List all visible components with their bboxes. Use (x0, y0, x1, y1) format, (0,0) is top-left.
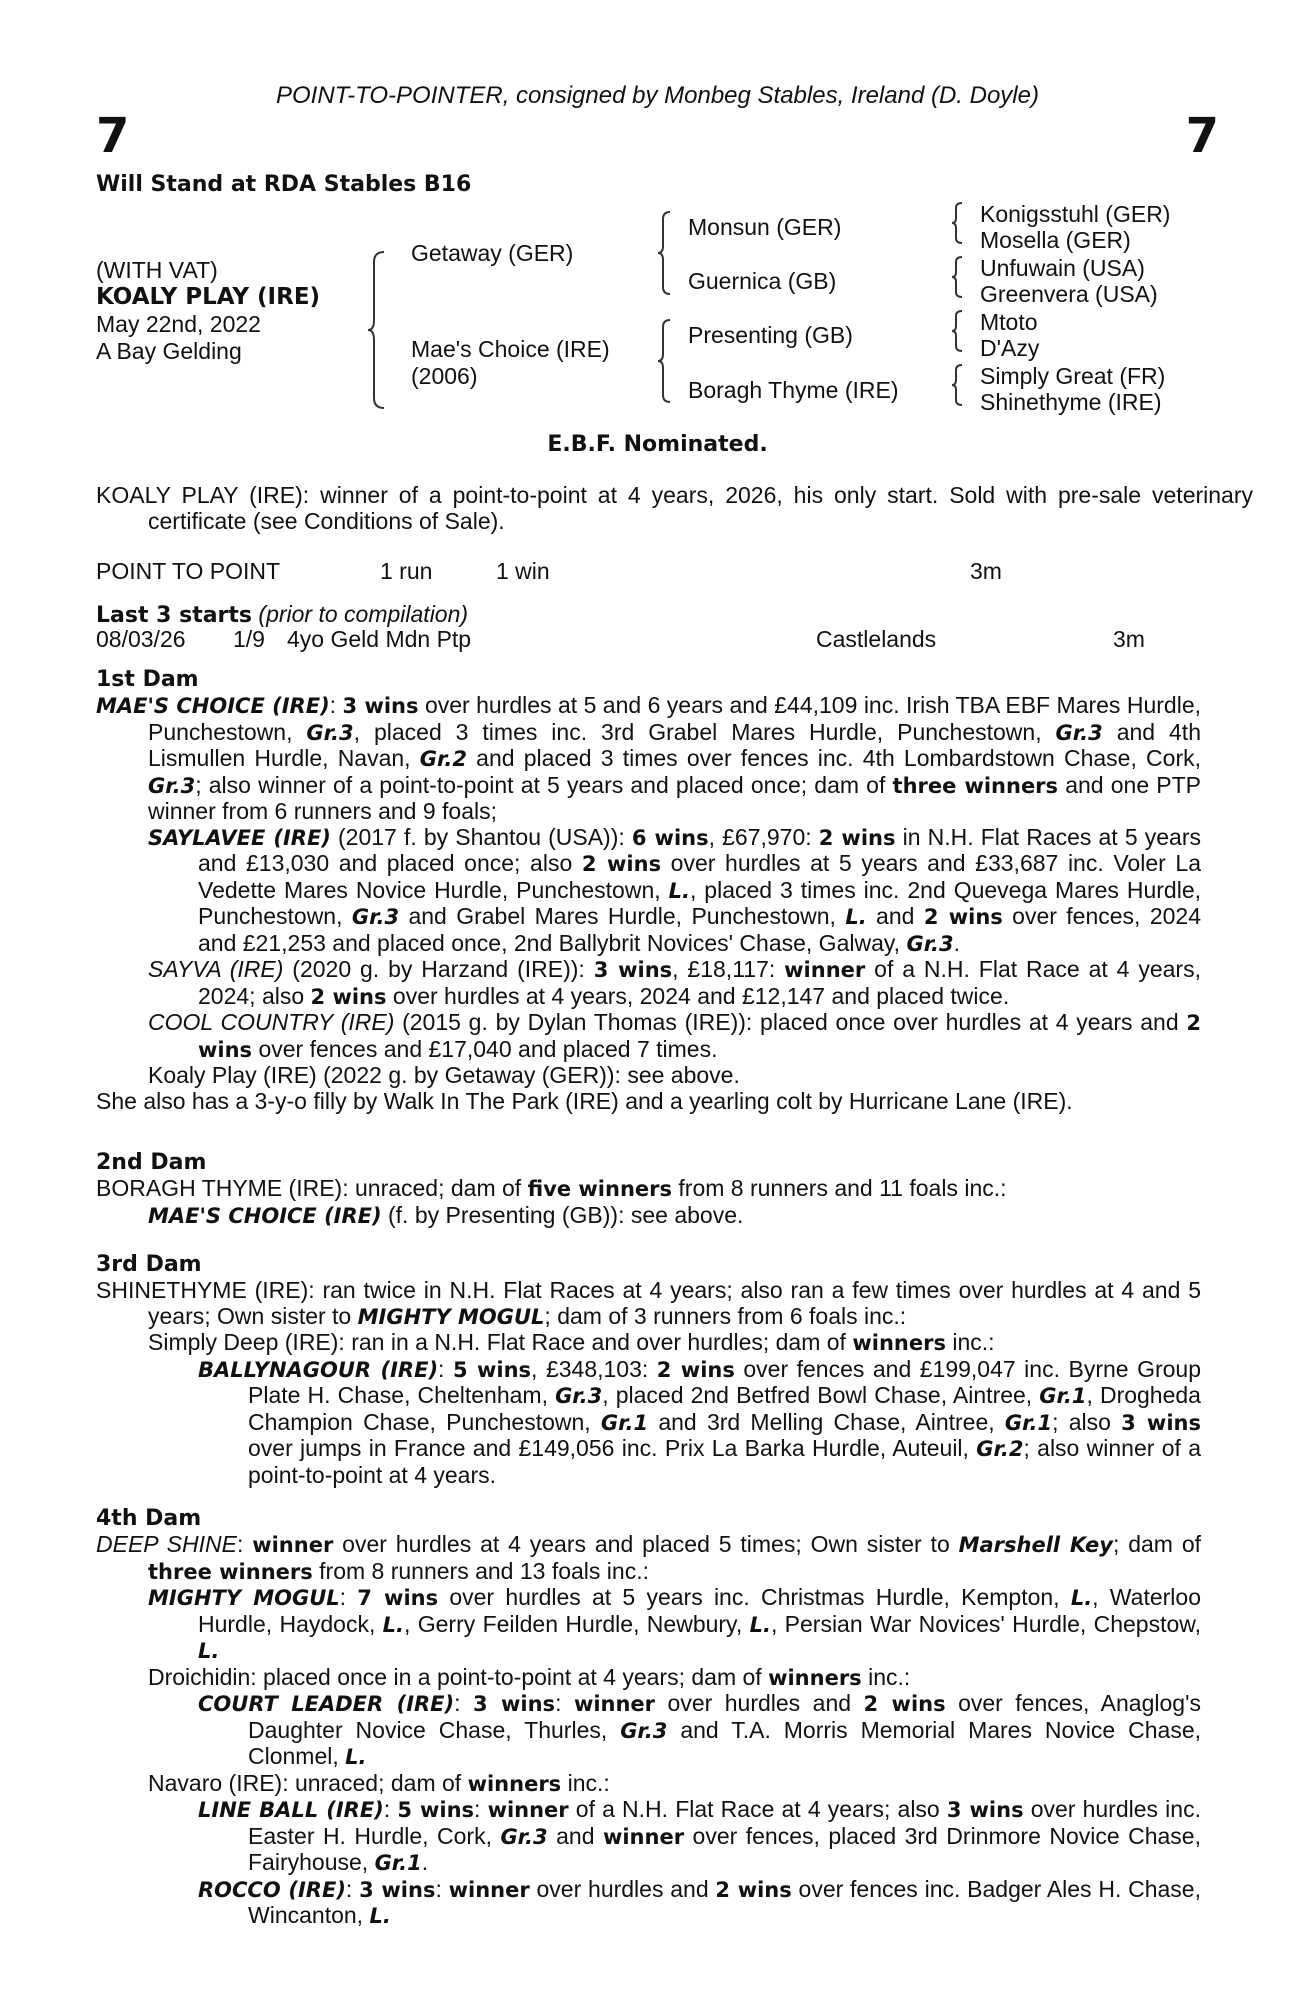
text-run: L. (668, 878, 690, 903)
text-run: inc.: (945, 1329, 995, 1355)
text-run: over fences, Anaglog's Daughter Novice Chase, Thurles, (248, 1690, 1201, 1743)
ebf-nominated: E.B.F. Nominated. (547, 432, 768, 457)
text-run: over jumps in France and £149,056 inc. Prix La Barka Hurdle, Auteuil, (248, 1435, 977, 1461)
pedigree-sire-sire: Monsun (GER) (688, 214, 842, 240)
dam2-section (96, 1176, 1201, 1229)
text-run: 2 wins (863, 1692, 946, 1716)
text-run: winner (602, 1824, 685, 1849)
pedigree-dam-dam: Boragh Thyme (IRE) (688, 377, 899, 403)
dam4-produce-line-ball (198, 1797, 1201, 1877)
dam4-section (96, 1532, 1201, 1930)
dam1-title: 1st Dam (96, 667, 199, 692)
text-run: 3 wins (473, 1692, 556, 1716)
text-run: Navaro (IRE): unraced; dam of (148, 1769, 468, 1796)
text-run: 3 wins (1121, 1410, 1201, 1435)
pedigree-brace-gen2-bottom (658, 318, 674, 404)
record-runs: 1 run (380, 558, 433, 584)
text-run: : (329, 692, 343, 718)
lot-number-right: 7 (1185, 108, 1219, 164)
text-run: Gr.3 (555, 1384, 603, 1408)
text-run: Gr.3 (148, 773, 196, 798)
last3-distance: 3m (1113, 626, 1145, 652)
dam1-produce-sayva (148, 957, 1201, 1010)
dam1-other-produce (96, 1089, 1201, 1115)
text-run: : (454, 1690, 473, 1716)
text-run: Gr.3 (1055, 720, 1103, 745)
text-run: 3 wins (946, 1798, 1024, 1822)
text-run: SAYLAVEE (IRE) (148, 825, 331, 850)
text-run: over fences, placed 3rd Drinmore Novice Chase, Fairyhouse, (248, 1822, 1201, 1875)
pedigree-dam-sire: Presenting (GB) (688, 322, 853, 348)
text-run: and placed 3 times over fences inc. 4th Lombardstown Chase, Cork, (466, 745, 1202, 771)
dam4-produce-rocco (198, 1877, 1201, 1930)
pedigree-gen3-5: Mtoto (980, 309, 1038, 335)
text-run: winner (573, 1692, 656, 1716)
text-run: , placed 3 times inc. 3rd Grabel Mares Hurdle, Punchestown, (353, 718, 1056, 745)
text-run: : (438, 1355, 453, 1382)
dam1-section (96, 693, 1201, 1114)
text-run: over fences and £17,040 and placed 7 times. (252, 1035, 718, 1062)
text-run: of a N.H. Flat Race at 4 years, 2024; also (198, 956, 1201, 1009)
text-run: , Drogheda Champion Chase, Punchestown, (248, 1382, 1201, 1435)
horse-block (96, 257, 320, 365)
pedigree-gen3-1: Konigsstuhl (GER) (980, 201, 1171, 227)
text-run: three winners (148, 1559, 313, 1584)
last3-position: 1/9 (233, 626, 265, 652)
text-run: Gr.3 (906, 931, 954, 956)
text-run: Simply Deep (IRE): ran in a N.H. Flat Race and over hurdles; dam of (148, 1329, 853, 1355)
text-run: winner (448, 1877, 530, 1902)
text-run: over hurdles and (655, 1690, 864, 1716)
dam4-produce-navaro (148, 1771, 1201, 1798)
dam2-summary (96, 1176, 1201, 1203)
pedigree-brace-gen3-2 (952, 255, 966, 299)
pedigree-brace-gen1 (368, 250, 388, 410)
text-run: winners (768, 1665, 862, 1690)
text-run: L. (382, 1612, 405, 1637)
text-run: 3 wins (342, 694, 419, 718)
pedigree-brace-gen3-4 (952, 363, 966, 407)
text-run: Gr.2 (419, 747, 467, 771)
dam2-title: 2nd Dam (96, 1150, 207, 1175)
text-run: , £18,117: (672, 956, 785, 982)
dam2-produce (148, 1203, 1201, 1230)
text-run: over hurdles at 4 years, 2024 and £12,147 and placed twice. (386, 982, 1010, 1009)
pedigree-dam: Mae's Choice (IRE) (411, 336, 610, 362)
text-run: ; dam of 3 runners from 6 foals inc.: (544, 1302, 907, 1329)
text-run: MIGHTY MOGUL (148, 1586, 340, 1610)
text-run: Gr.1 (374, 1851, 422, 1875)
text-run: over hurdles inc. Easter H. Hurdle, Cork, (248, 1796, 1201, 1849)
text-run: inc.: (561, 1769, 610, 1796)
text-run: over hurdles and (529, 1875, 716, 1902)
text-run: : (345, 1875, 360, 1902)
text-run: 2 wins (581, 852, 662, 876)
text-run: winners (852, 1331, 946, 1355)
pedigree-gen3-8: Shinethyme (IRE) (980, 389, 1162, 415)
text-run: L. (749, 1612, 771, 1637)
text-run: Marshell Key (958, 1533, 1113, 1557)
text-run: 2 wins (818, 825, 896, 850)
text-run: 2 wins (656, 1357, 735, 1382)
text-run: COOL COUNTRY (IRE) (148, 1009, 395, 1035)
dam4-produce-court-leader (198, 1691, 1201, 1771)
text-run: LINE BALL (IRE) (198, 1798, 384, 1822)
text-run: : (236, 1531, 253, 1557)
text-run: L. (845, 905, 867, 929)
text-run: and T.A. Morris Memorial Mares Novice Chase, Clonmel, (248, 1716, 1201, 1769)
last3-note: (prior to compilation) (258, 601, 469, 627)
horse-description: A Bay Gelding (96, 338, 242, 364)
text-run: (2015 g. by Dylan Thomas (IRE)): placed once over hurdles at 4 years and (394, 1009, 1187, 1035)
text-run: Gr.3 (620, 1718, 668, 1743)
text-run: ; dam of (1112, 1531, 1202, 1557)
catalogue-header: POINT-TO-POINTER, consigned by Monbeg Stables, Ireland (D. Doyle) (276, 82, 1039, 109)
text-run: BORAGH THYME (IRE): unraced; dam of (96, 1175, 528, 1201)
text-run: : (555, 1690, 574, 1716)
pedigree-sire: Getaway (GER) (411, 240, 574, 266)
last3-date: 08/03/26 (96, 626, 186, 652)
text-run: Gr.1 (1004, 1410, 1053, 1435)
text-run: 7 wins (357, 1586, 439, 1610)
text-run: inc.: (861, 1663, 911, 1690)
pedigree-gen3-2: Mosella (GER) (980, 227, 1131, 253)
last3-course: Castlelands (816, 626, 937, 652)
text-run: , placed 2nd Betfred Bowl Chase, Aintree, (602, 1382, 1040, 1408)
text-run: 3 wins (359, 1877, 436, 1902)
pedigree-brace-gen2-top (658, 210, 674, 296)
text-run: over hurdles at 5 years inc. Christmas Hurdle, Kempton, (438, 1584, 1071, 1610)
text-run: MIGHTY MOGUL (357, 1304, 545, 1329)
text-run: three winners (892, 773, 1059, 798)
text-run: over fences, 2024 and £21,253 and placed once, 2nd Ballybrit Novices' Chase, Galway, (198, 903, 1201, 956)
text-run: SAYVA (IRE) (148, 956, 284, 982)
dam3-title: 3rd Dam (96, 1252, 202, 1277)
dam4-produce-droichidin (148, 1665, 1201, 1692)
last3-heading (96, 601, 468, 628)
text-run: , £67,970: (708, 823, 819, 850)
text-run: from 8 runners and 11 foals inc.: (672, 1175, 1007, 1201)
dam1-produce-saylavee (148, 825, 1201, 958)
text-run: ; also (1052, 1408, 1122, 1435)
text-run: (f. by Presenting (GB)): see above. (381, 1201, 744, 1228)
record-distance: 3m (970, 558, 1002, 584)
text-run: Gr.1 (1039, 1384, 1087, 1408)
lot-number-left: 7 (96, 108, 130, 164)
record-wins: 1 win (496, 558, 550, 584)
text-run: . (953, 929, 961, 956)
pedigree-gen3 (980, 201, 1170, 415)
text-run: 5 wins (452, 1357, 532, 1382)
dam1-produce-koaly-play (148, 1063, 1201, 1089)
pedigree-gen3-4: Greenvera (USA) (980, 281, 1158, 307)
stand-location: Will Stand at RDA Stables B16 (96, 172, 472, 197)
text-run: She also has a 3-y-o filly by Walk In The Park (IRE) and a yearling colt by Hurricane Lane (IRE). (96, 1087, 1073, 1114)
text-run: : (339, 1584, 358, 1610)
text-run: MAE'S CHOICE (IRE) (148, 1203, 382, 1228)
text-run: : (474, 1796, 488, 1822)
text-run: Gr.1 (600, 1410, 649, 1435)
text-run: 2 wins (310, 984, 387, 1009)
text-run: and Grabel Mares Hurdle, Punchestown, (399, 903, 846, 929)
text-run: ROCCO (IRE) (198, 1877, 346, 1902)
text-run: Droichidin: placed once in a point-to-point at 4 years; dam of (148, 1663, 769, 1690)
text-run: 6 wins (631, 825, 709, 850)
text-run: , Waterloo Hurdle, Haydock, (198, 1584, 1201, 1637)
dam4-produce-mighty-mogul (148, 1585, 1201, 1665)
text-run: ; also winner of a point-to-point at 5 years and placed once; dam of (195, 771, 893, 798)
text-run: , Gerry Feilden Hurdle, Newbury, (404, 1610, 750, 1637)
text-run: over fences and £199,047 inc. Byrne Group Plate H. Chase, Cheltenham, (248, 1355, 1201, 1408)
text-run: over hurdles at 5 and 6 years and £44,109 inc. Irish TBA EBF Mares Hurdle, Punchestown, (148, 692, 1201, 745)
text-run: in N.H. Flat Races at 5 years and £13,030 and placed once; also (198, 823, 1201, 876)
text-run: Gr.2 (976, 1437, 1024, 1461)
dam3-produce-simply-deep (148, 1330, 1201, 1357)
text-run: (2017 f. by Shantou (USA)): (330, 823, 632, 850)
pedigree-dam-year: (2006) (411, 363, 478, 389)
text-run: SHINETHYME (IRE): ran twice in N.H. Flat Races at 4 years; also ran a few times over hurdles at 4 and 5 years; Own sister to (96, 1277, 1201, 1329)
text-run: 3 wins (593, 958, 673, 982)
text-run: : (435, 1875, 449, 1902)
text-run: five winners (527, 1177, 672, 1201)
pedigree-gen3-6: D'Azy (980, 335, 1040, 361)
pedigree-brace-gen3-1 (952, 201, 966, 245)
horse-name: KOALY PLAY (IRE) (96, 284, 321, 310)
text-run: , £348,103: (531, 1355, 657, 1382)
dam4-title: 4th Dam (96, 1506, 202, 1531)
text-run: (2020 g. by Harzand (IRE)): (283, 956, 594, 982)
text-run: , placed 3 times inc. 2nd Quevega Mares Hurdle, Punchestown, (198, 876, 1202, 929)
dam3-produce-ballynagour (198, 1357, 1201, 1489)
text-run: L. (369, 1904, 391, 1928)
dam1-produce-cool-country (148, 1010, 1201, 1063)
text-run: and (866, 903, 924, 929)
text-run: 2 wins (715, 1877, 792, 1902)
pedigree-gen3-7: Simply Great (FR) (980, 363, 1166, 389)
dam3-summary (96, 1278, 1201, 1330)
text-run: Gr.3 (306, 720, 354, 745)
dam4-summary (96, 1532, 1201, 1585)
text-run: L. (1070, 1586, 1093, 1610)
text-run: ; also winner of a point-to-point at 4 years. (248, 1435, 1201, 1488)
vat-label: (WITH VAT) (96, 257, 218, 283)
text-run: Gr.3 (351, 905, 400, 929)
pedigree-gen3-3: Unfuwain (USA) (980, 255, 1145, 281)
text-run: and 3rd Melling Chase, Aintree, (648, 1408, 1005, 1435)
horse-intro: KOALY PLAY (IRE): winner of a point-to-point at 4 years, 2026, his only start. Sold with pre-sale veterinary certificate (see Conditions of Sale). (96, 482, 1253, 534)
text-run: L. (345, 1745, 367, 1769)
text-run: L. (198, 1639, 220, 1663)
text-run: winner (784, 958, 866, 982)
text-run: 2 wins (198, 1011, 1201, 1062)
last3-race: 4yo Geld Mdn Ptp (287, 626, 472, 652)
dam3-section (96, 1278, 1201, 1488)
text-run: Gr.3 (500, 1824, 548, 1849)
text-run: from 8 runners and 13 foals inc.: (312, 1557, 649, 1584)
text-run: and (547, 1822, 603, 1849)
text-run: , Persian War Novices' Hurdle, Chepstow, (770, 1610, 1201, 1637)
text-run: 5 wins (397, 1798, 475, 1822)
text-run: COURT LEADER (IRE) (198, 1692, 455, 1716)
text-run: DEEP SHINE (96, 1531, 237, 1557)
record-label: POINT TO POINT (96, 558, 281, 584)
pedigree-sire-dam: Guernica (GB) (688, 268, 837, 294)
pedigree-brace-gen3-3 (952, 309, 966, 353)
text-run: MAE'S CHOICE (IRE) (96, 694, 330, 718)
text-run: winners (467, 1771, 562, 1796)
text-run: over hurdles at 4 years and placed 5 times; Own sister to (333, 1531, 959, 1557)
text-run: Koaly Play (IRE) (2022 g. by Getaway (GER)): see above. (148, 1062, 740, 1088)
text-run: and one PTP winner from 6 runners and 9 foals; (148, 771, 1201, 824)
text-run: 2 wins (923, 905, 1003, 929)
text-run: of a N.H. Flat Race at 4 years; also (568, 1796, 947, 1822)
text-run: winner (487, 1798, 569, 1822)
dam1-summary (96, 693, 1201, 825)
text-run: and 4th Lismullen Hurdle, Navan, (148, 718, 1201, 771)
text-run: BALLYNAGOUR (IRE) (198, 1357, 439, 1382)
text-run: . (421, 1849, 429, 1875)
text-run: over fences inc. Badger Ales H. Chase, Wincanton, (248, 1875, 1201, 1928)
last3-title: Last 3 starts (96, 603, 253, 628)
text-run: winner (252, 1533, 334, 1557)
text-run: over hurdles at 5 years and £33,687 inc. Voler La Vedette Mares Novice Hurdle, Punchestown, (198, 850, 1201, 903)
text-run: : (383, 1796, 398, 1822)
horse-dob: May 22nd, 2022 (96, 311, 261, 337)
